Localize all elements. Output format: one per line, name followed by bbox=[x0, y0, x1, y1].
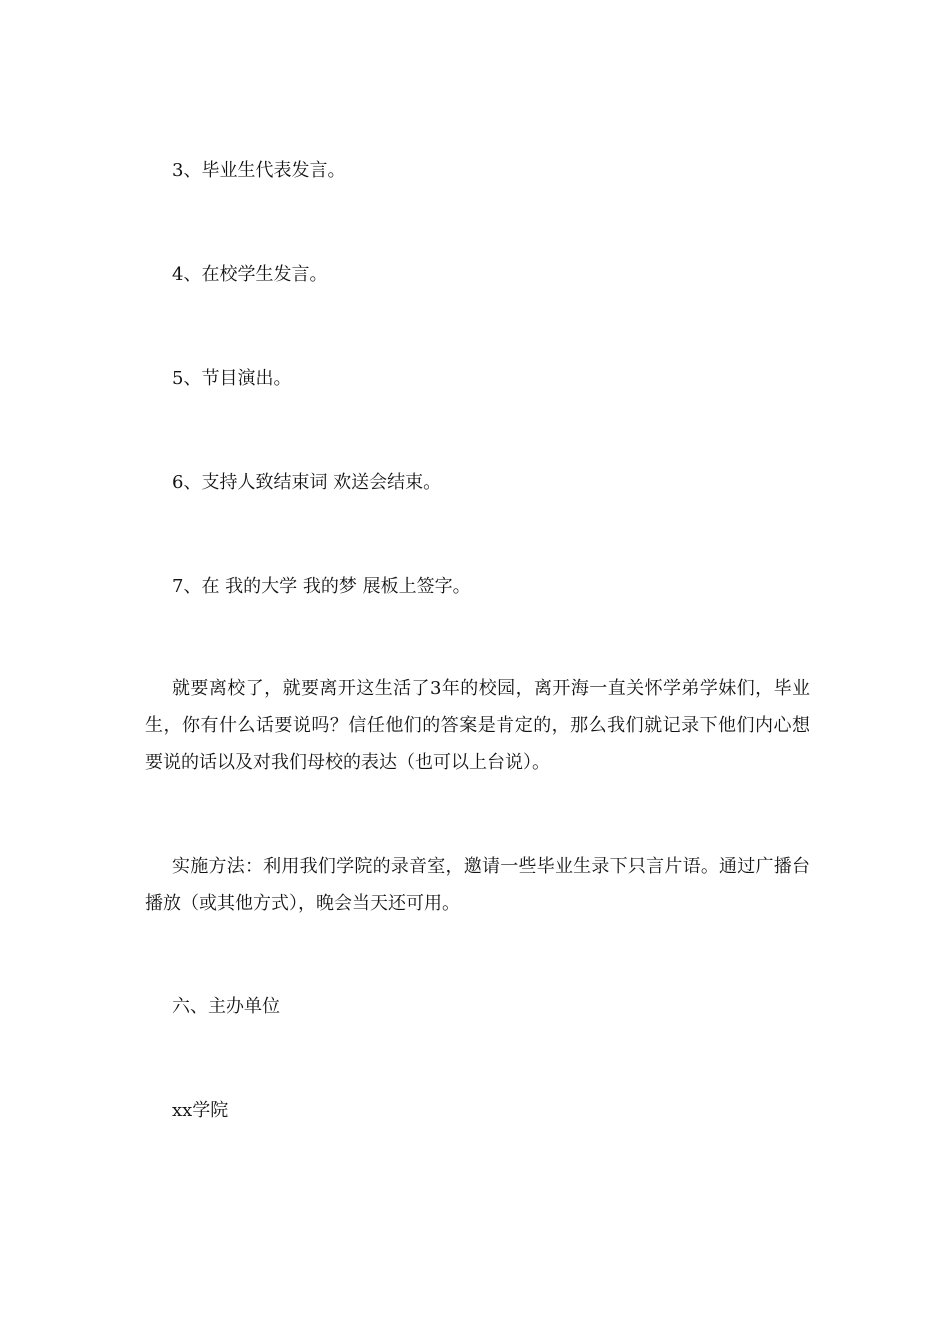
agenda-item-6: 6、支持人致结束词 欢送会结束。 bbox=[172, 472, 442, 493]
agenda-item-5: 5、节目演出。 bbox=[172, 368, 292, 389]
agenda-item-3: 3、毕业生代表发言。 bbox=[172, 160, 346, 181]
organizer-name: xx学院 bbox=[172, 1100, 229, 1121]
agenda-item-4: 4、在校学生发言。 bbox=[172, 264, 328, 285]
farewell-paragraph: 就要离校了，就要离开这生活了3年的校园，离开海一直关怀学弟学妹们，毕业生，你有什么话要说吗？信任他们的答案是肯定的，那么我们就记录下他们内心想要说的话以及对我们母校的表达（也可以上台说）。 bbox=[145, 678, 810, 773]
section-heading-organizer: 六、主办单位 bbox=[172, 996, 280, 1017]
agenda-item-7: 7、在 我的大学 我的梦 展板上签字。 bbox=[172, 576, 471, 597]
method-paragraph: 实施方法：利用我们学院的录音室，邀请一些毕业生录下只言片语。通过广播台播放（或其他方式），晚会当天还可用。 bbox=[145, 856, 810, 914]
